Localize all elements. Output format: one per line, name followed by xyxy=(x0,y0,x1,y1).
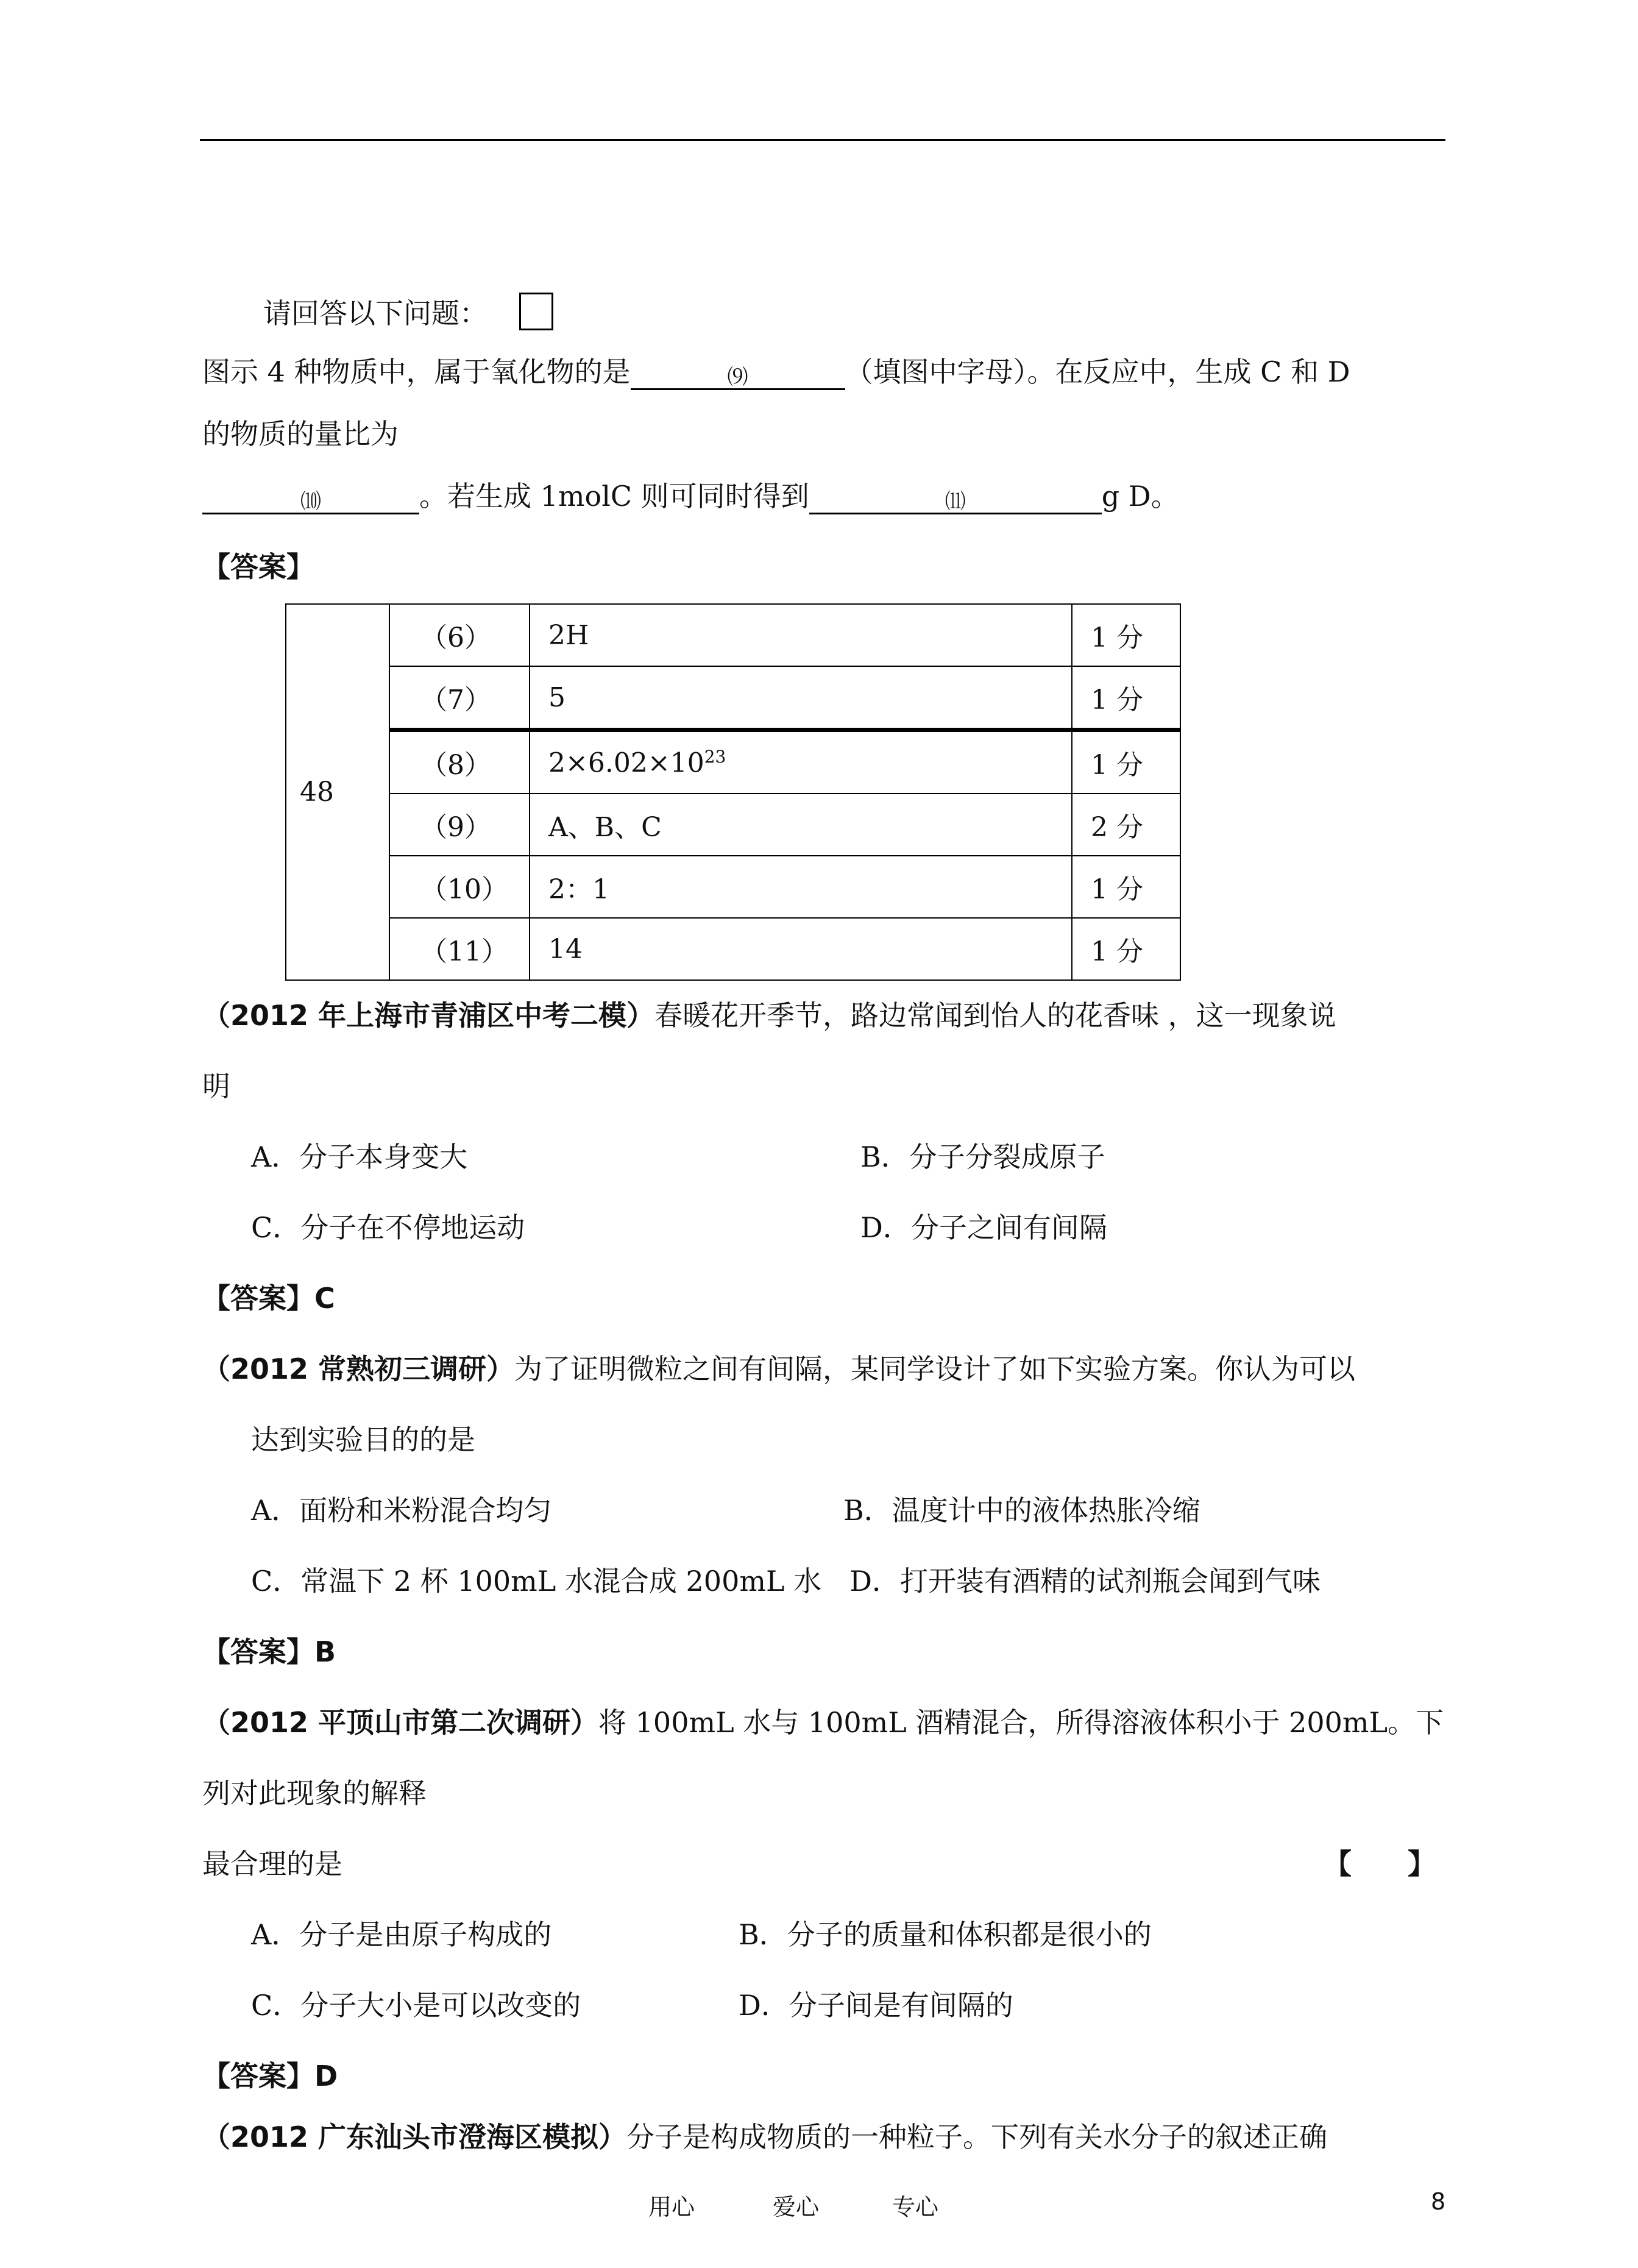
qingpu-option-b: B．分子分裂成原子 xyxy=(860,1140,1105,1173)
pingdingshan-stem-text: 将 100mL 水与 100mL 酒精混合，所得溶液体积小于 200mL。下 xyxy=(598,1706,1444,1739)
q2-middle: 。若生成 1molC 则可同时得到 xyxy=(419,480,809,513)
pingdingshan-answer: 【答案】D xyxy=(202,2060,338,2092)
score-cell: 1 分 xyxy=(1072,918,1180,980)
item-no-cell: （10） xyxy=(389,856,530,918)
answer-cell xyxy=(530,730,1072,794)
score-cell: 1 分 xyxy=(1072,730,1180,794)
qingpu-option-d: D．分子之间有间隔 xyxy=(860,1211,1107,1244)
prompt-text: 请回答以下问题： xyxy=(263,297,488,330)
score-cell: 1 分 xyxy=(1072,856,1180,918)
answer-exponent: 23 xyxy=(704,746,726,767)
shantou-stem xyxy=(202,2119,1327,2155)
page-number: 8 xyxy=(1431,2188,1446,2215)
pingdingshan-option-b: B．分子的质量和体积都是很小的 xyxy=(739,1918,1152,1951)
blank-10 xyxy=(202,482,419,514)
item-no-cell: （11） xyxy=(389,918,530,980)
answer-cell: A、B、C xyxy=(530,794,1072,856)
pingdingshan-bracket: 【 】 xyxy=(1324,1847,1436,1880)
shantou-stem-text: 分子是构成物质的一种粒子。下列有关水分子的叙述正确 xyxy=(626,2120,1328,2153)
qingpu-answer: 【答案】C xyxy=(202,1282,335,1315)
answer-cell: 2：1 xyxy=(530,856,1072,918)
changshu-option-cd: C．常温下 2 杯 100mL 水混合成 200mL 水 D．打开装有酒精的试剂瓶会闻到气味 xyxy=(251,1565,1321,1598)
blank-9-label: ⑼ xyxy=(727,365,748,389)
blank-11 xyxy=(809,482,1102,514)
shantou-source: （2012 广东汕头市澄海区模拟） xyxy=(202,2120,627,2153)
table-row xyxy=(286,604,1180,666)
changshu-stem-2: 达到实验目的的是 xyxy=(251,1423,475,1456)
qingpu-stem-2: 明 xyxy=(202,1070,230,1103)
qingpu-stem xyxy=(202,997,1336,1034)
table-row xyxy=(286,794,1180,856)
footer-motto-3: 专心 xyxy=(892,2194,939,2220)
table-row xyxy=(286,730,1180,794)
changshu-option-b: B．温度计中的液体热胀冷缩 xyxy=(843,1494,1200,1527)
q2-end: g D。 xyxy=(1101,480,1179,513)
footer-motto-2: 爱心 xyxy=(773,2194,820,2220)
changshu-stem-text: 为了证明微粒之间有间隔，某同学设计了如下实验方案。你认为可以 xyxy=(514,1353,1356,1385)
item-no-cell: （8） xyxy=(389,730,530,794)
table-row xyxy=(286,666,1180,730)
changshu-answer: 【答案】B xyxy=(202,1635,336,1668)
prompt-line xyxy=(263,295,488,332)
item-no-cell: （9） xyxy=(389,794,530,856)
answer-heading: 【答案】 xyxy=(202,550,314,583)
answer-cell: 2H xyxy=(530,604,1072,666)
blank-9 xyxy=(631,358,845,390)
q1-prefix: 图示 4 种物质中，属于氧化物的是 xyxy=(202,355,631,388)
pingdingshan-stem-2: 列对此现象的解释 xyxy=(202,1777,427,1810)
pingdingshan-option-a: A．分子是由原子构成的 xyxy=(251,1918,552,1951)
changshu-stem xyxy=(202,1351,1355,1387)
pingdingshan-stem-3: 最合理的是 xyxy=(202,1847,342,1880)
pingdingshan-source: （2012 平顶山市第二次调研） xyxy=(202,1706,599,1739)
footer-motto-1: 用心 xyxy=(648,2194,695,2220)
question-line-2 xyxy=(202,416,399,452)
table-row xyxy=(286,918,1180,980)
checkbox-square xyxy=(519,293,553,330)
answer-base: 2×6.02×10 xyxy=(548,747,704,779)
item-no-cell: （7） xyxy=(389,666,530,730)
qingpu-source: （2012 年上海市青浦区中考二模） xyxy=(202,999,655,1032)
pingdingshan-stem xyxy=(202,1704,1444,1741)
answer-cell: 14 xyxy=(530,918,1072,980)
pingdingshan-option-c: C．分子大小是可以改变的 xyxy=(251,1989,581,2022)
answer-table xyxy=(285,603,1181,981)
header-rule xyxy=(200,139,1445,141)
question-number-cell: 48 xyxy=(286,604,389,980)
q1-suffix: （填图中字母）。在反应中，生成 C 和 D xyxy=(845,355,1350,388)
score-cell: 2 分 xyxy=(1072,794,1180,856)
changshu-option-a: A．面粉和米粉混合均匀 xyxy=(251,1494,552,1527)
item-no-cell: （6） xyxy=(389,604,530,666)
score-cell: 1 分 xyxy=(1072,666,1180,730)
question-line-3 xyxy=(202,478,1179,514)
q1-line2: 的物质的量比为 xyxy=(202,418,399,450)
changshu-source: （2012 常熟初三调研） xyxy=(202,1353,515,1385)
blank-10-label: ⑽ xyxy=(300,489,321,514)
score-cell: 1 分 xyxy=(1072,604,1180,666)
table-row xyxy=(286,856,1180,918)
qingpu-stem-text: 春暖花开季节，路边常闻到怡人的花香味 ，这一现象说 xyxy=(654,999,1336,1032)
answer-cell: 5 xyxy=(530,666,1072,730)
pingdingshan-option-d: D．分子间是有间隔的 xyxy=(739,1989,1013,2022)
qingpu-option-c: C．分子在不停地运动 xyxy=(251,1211,525,1244)
blank-11-label: ⑾ xyxy=(945,489,966,514)
question-line-1 xyxy=(202,354,1350,390)
qingpu-option-a: A．分子本身变大 xyxy=(251,1140,468,1173)
